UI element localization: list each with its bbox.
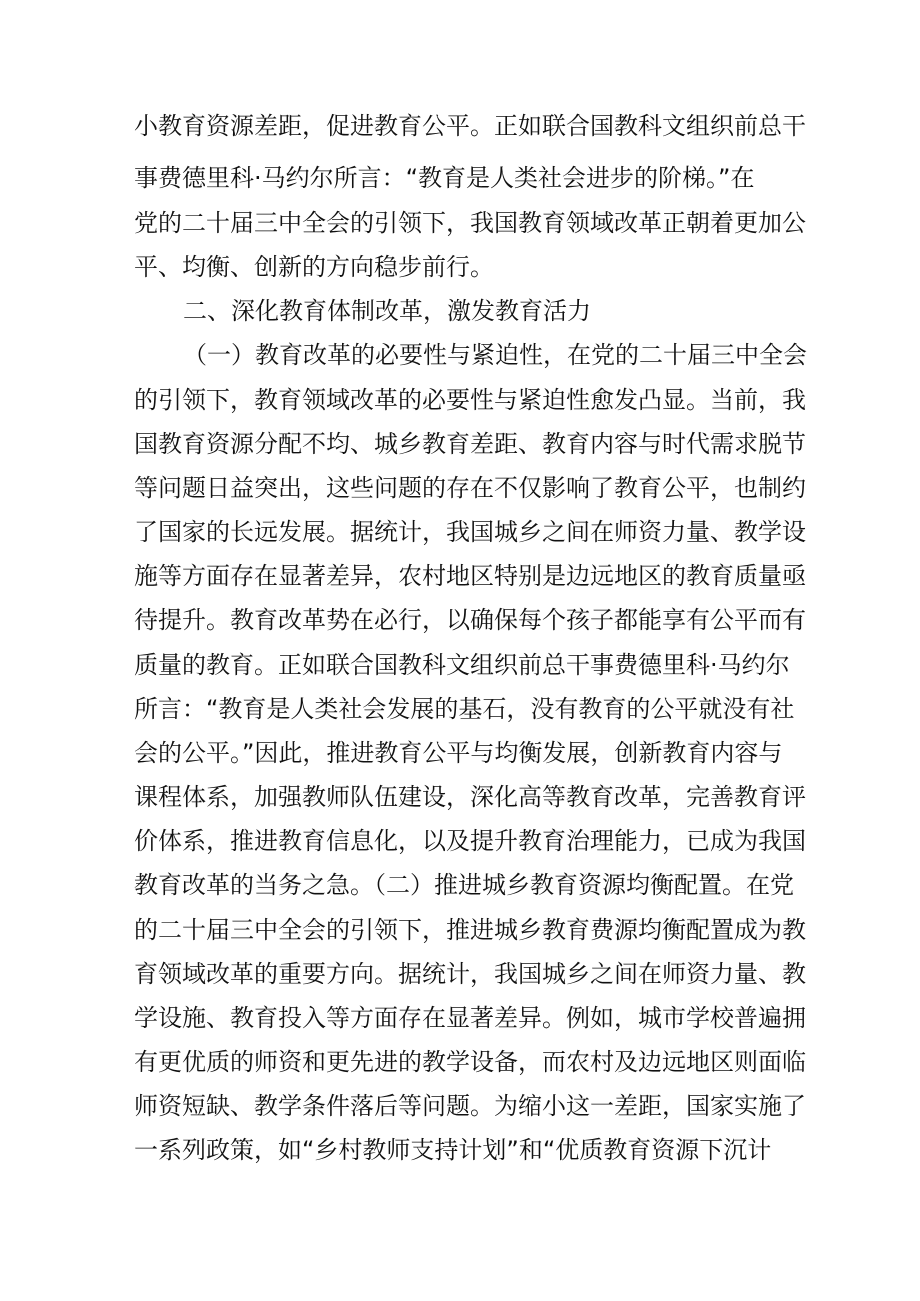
text-line-6: （一）教育改革的必要性与紧迫性，在党的二十届三中全会 <box>183 341 807 369</box>
text-line-13: 质量的教育。正如联合国教科文组织前总干事费德里科·马约尔 <box>134 651 790 679</box>
text-line-23: 师资短缺、教学条件落后等问题。为缩小这一差距，国家实施了 <box>134 1092 806 1120</box>
text-line-22: 有更优质的师资和更先进的教学设备，而农村及边远地区则面临 <box>134 1048 806 1076</box>
text-line-20: 育领域改革的重要方向。据统计，我国城乡之间在师资力量、教 <box>134 960 806 988</box>
text-line-2: 事费德里科·马约尔所言：“教育是人类社会进步的阶梯。”在 <box>134 164 755 192</box>
text-line-7: 的引领下，教育领域改革的必要性与紧迫性愈发凸显。当前，我 <box>134 386 806 414</box>
text-line-15: 会的公平。”因此，推进教育公平与均衡发展，创新教育内容与 <box>134 739 783 767</box>
section-heading: 二、深化教育体制改革，激发教育活力 <box>183 297 591 325</box>
text-line-21: 学设施、教育投入等方面存在显著差异。例如，城市学校普遍拥 <box>134 1004 806 1032</box>
text-line-19: 的二十届三中全会的引领下，推进城乡教育费源均衡配置成为教 <box>134 916 806 944</box>
text-line-24: 一系列政策，如“乡村教师支持计划”和“优质教育资源下沉计 <box>134 1136 772 1164</box>
text-line-17: 价体系，推进教育信息化，以及提升教育治理能力，已成为我国 <box>134 827 806 855</box>
text-line-9: 等问题日益突出，这些问题的存在不仅影响了教育公平，也制约 <box>134 474 806 502</box>
text-line-12: 待提升。教育改革势在必行，以确保每个孩子都能享有公平而有 <box>134 606 806 634</box>
text-line-18: 教育改革的当务之急。（二）推进城乡教育资源均衡配置。在党 <box>134 871 794 899</box>
text-line-1: 小教育资源差距，促进教育公平。正如联合国教科文组织前总干 <box>134 112 806 140</box>
text-line-10: 了国家的长远发展。据统计，我国城乡之间在师资力量、教学设 <box>134 518 806 546</box>
text-line-4: 平、均衡、创新的方向稳步前行。 <box>134 253 494 281</box>
text-line-14: 所言：“教育是人类社会发展的基石，没有教育的公平就没有社 <box>134 695 795 723</box>
text-line-8: 国教育资源分配不均、城乡教育差距、教育内容与时代需求脱节 <box>134 430 806 458</box>
text-line-16: 课程体系，加强教师队伍建设，深化高等教育改革，完善教育评 <box>134 783 806 811</box>
text-line-3: 党的二十届三中全会的引领下，我国教育领域改革正朝着更加公 <box>134 209 806 237</box>
text-line-11: 施等方面存在显著差异，农村地区特别是边远地区的教育质量亟 <box>134 562 806 590</box>
